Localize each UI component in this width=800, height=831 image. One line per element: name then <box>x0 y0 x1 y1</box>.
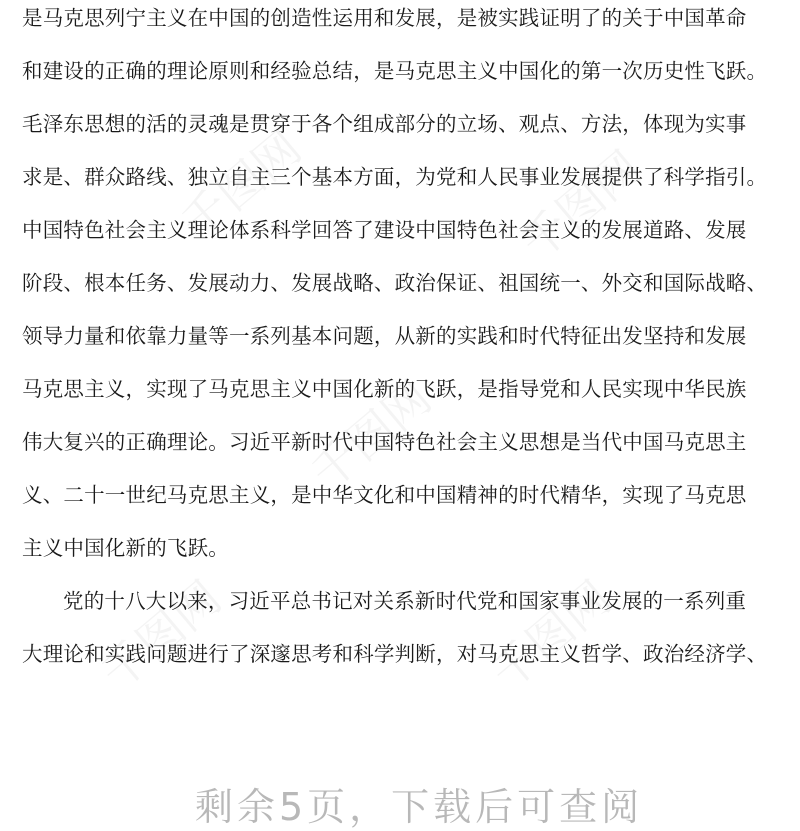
paywall-message[interactable]: 剩余5页，下载后可查阅 <box>195 785 644 829</box>
text-line: 义、二十一世纪马克思主义，是中华文化和中国精神的时代精华，实现了马克思 <box>22 483 747 507</box>
text-line: 是马克思列宁主义在中国的创造性运用和发展，是被实践证明了的关于中国革命 <box>22 6 747 30</box>
text-line: 马克思主义，实现了马克思主义中国化新的飞跃，是指导党和人民实现中华民族 <box>22 377 747 401</box>
watermark: 千图网 <box>510 140 652 271</box>
watermark: 千图网 <box>170 120 312 251</box>
text-line: 中国特色社会主义理论体系科学回答了建设中国特色社会主义的发展道路、发展 <box>22 218 747 242</box>
text-line: 领导力量和依靠力量等一系列基本问题，从新的实践和时代特征出发坚持和发展 <box>22 324 747 348</box>
paywall-banner[interactable] <box>0 770 800 829</box>
text-line: 党的十八大以来，习近平总书记对关系新时代党和国家事业发展的一系列重 <box>63 589 747 613</box>
text-line: 求是、群众路线、独立自主三个基本方面，为党和人民事业发展提供了科学指引。 <box>22 165 768 189</box>
text-line: 和建设的正确的理论原则和经验总结，是马克思主义中国化的第一次历史性飞跃。 <box>22 59 768 83</box>
watermark: 千图网 <box>90 570 232 701</box>
text-line: 毛泽东思想的活的灵魂是贯穿于各个组成部分的立场、观点、方法，体现为实事 <box>22 112 747 136</box>
document-body <box>22 0 782 689</box>
text-line: 伟大复兴的正确理论。习近平新时代中国特色社会主义思想是当代中国马克思主 <box>22 430 747 454</box>
watermark: 千图网 <box>300 370 442 501</box>
text-line: 阶段、根本任务、发展动力、发展战略、政治保证、祖国统一、外交和国际战略、 <box>22 271 768 295</box>
text-line: 主义中国化新的飞跃。 <box>22 536 229 560</box>
watermark: 千图网 <box>480 570 622 701</box>
text-line: 大理论和实践问题进行了深邃思考和科学判断，对马克思主义哲学、政治经济学、 <box>22 642 768 666</box>
